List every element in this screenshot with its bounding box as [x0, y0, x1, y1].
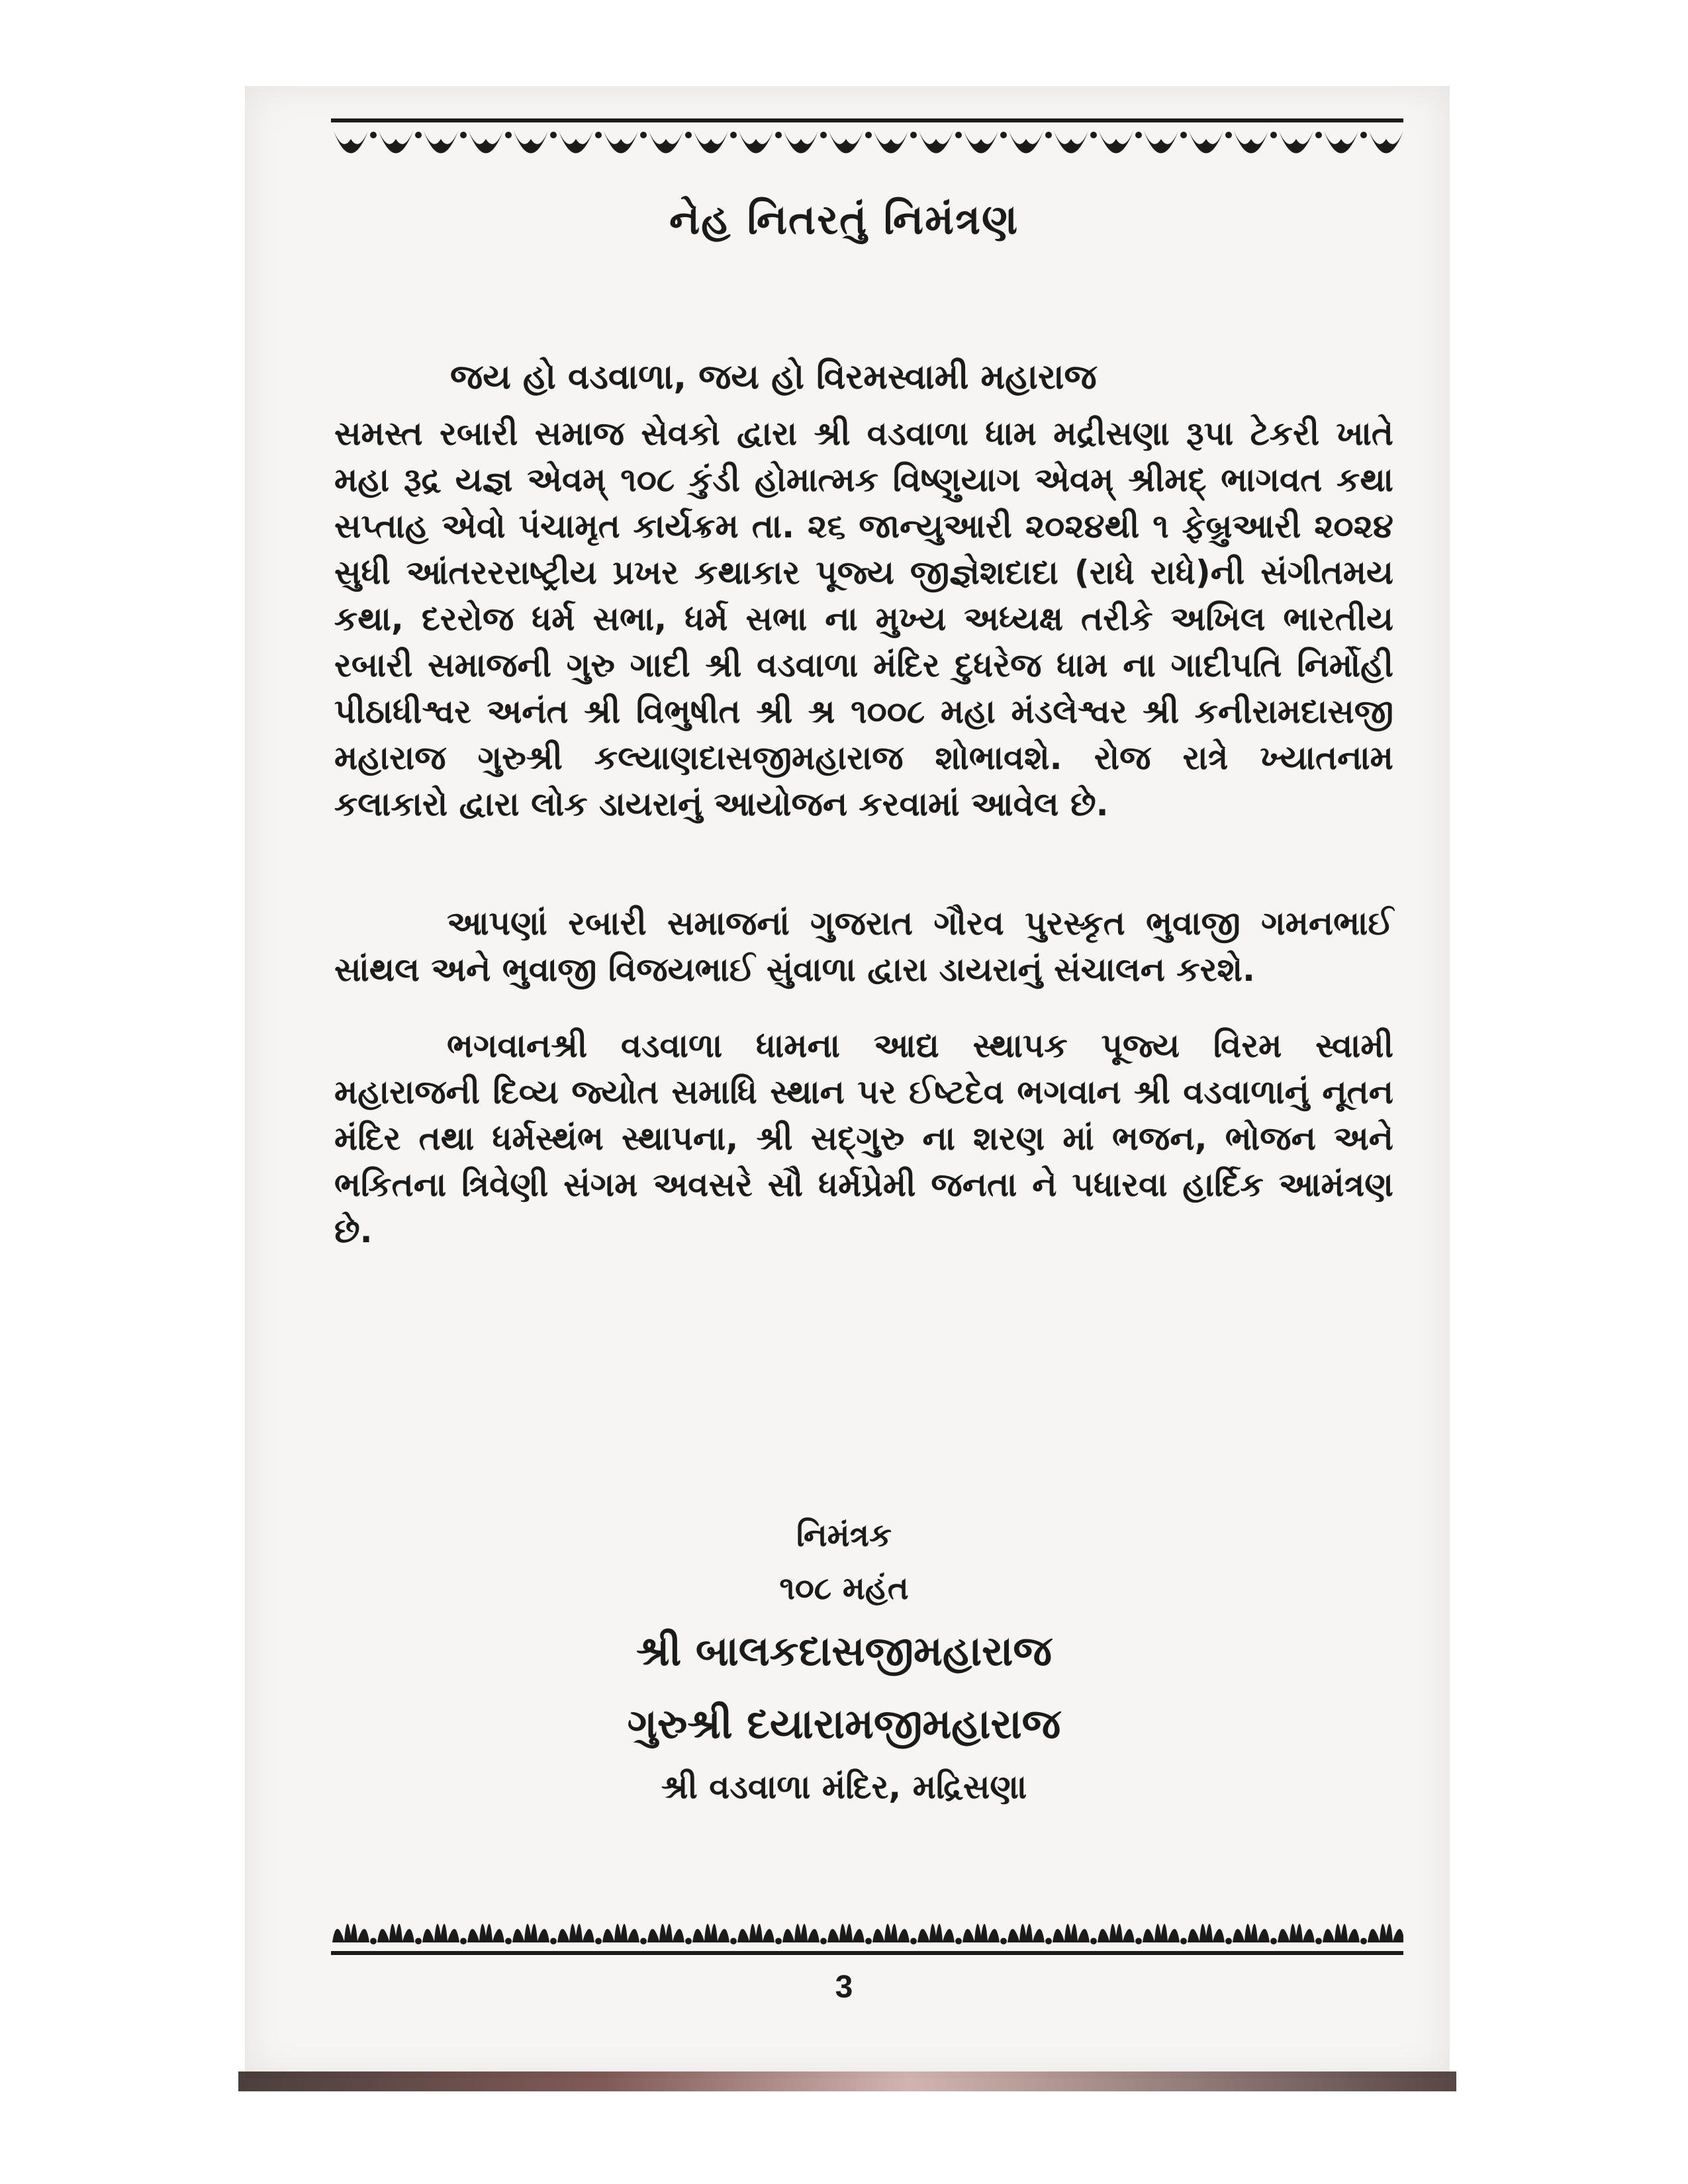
bottom-border-dot — [685, 1938, 692, 1944]
bottom-border-dot — [775, 1938, 782, 1944]
top-border-dot — [910, 132, 917, 138]
bottom-border-motif — [1323, 1924, 1360, 1942]
bottom-border-motif — [377, 1924, 414, 1942]
top-border-dot — [1090, 132, 1097, 138]
top-border-motif — [1099, 131, 1133, 154]
bottom-border-dot — [370, 1938, 377, 1944]
top-ornamental-border — [331, 113, 1403, 185]
signature-place: શ્રી વડવાળા મંદિર, મદ્રિસણા — [661, 1768, 1027, 1806]
bottom-border-motif — [917, 1924, 955, 1942]
top-border-motif — [919, 131, 953, 154]
bottom-border-dot — [955, 1938, 962, 1944]
paragraph-3: ભગવાનશ્રી વડવાળા ધામના આદ્ય સ્થાપક પૂજ્ય વિરમ સ્વામી મહારાજની દિવ્ય જ્યોત સમાધિ સ્થાન પર ઈષ્ટદેવ ભગવાન શ્રી વડવાળાનું નૂતન મંદિર તથા ધર્મસ્થંભ સ્થાપના, શ્રી સદ્ગુરુ ના શરણ માં ભજન, ભોજન અને ભકિતના ત્રિવેણી સંગમ અવસરે સૌ ધર્મપ્રેમી જનતા ને પધારવા હાર્દિક આમંત્રણ છે. — [334, 1026, 1393, 1250]
bottom-border-dot — [1180, 1938, 1187, 1944]
bottom-border-motif — [872, 1924, 910, 1942]
top-border-motif — [469, 131, 503, 154]
bottom-border-motif — [332, 1924, 369, 1942]
bottom-border-motif — [827, 1924, 865, 1942]
bottom-border-dot — [820, 1938, 827, 1944]
bottom-border-motif — [1233, 1924, 1270, 1942]
top-border-dot — [550, 132, 557, 138]
bottom-border-motif — [1278, 1924, 1315, 1942]
top-border-motif — [1234, 131, 1268, 154]
top-border-dot — [1270, 132, 1277, 138]
bottom-border-motif — [1188, 1924, 1225, 1942]
bottom-border-motif — [1008, 1924, 1045, 1942]
bottom-border-dot — [1090, 1938, 1097, 1944]
signature-block — [0, 1509, 1688, 1813]
top-border-dot — [370, 132, 377, 138]
bottom-border-dot — [1360, 1938, 1367, 1944]
bottom-border-motif — [512, 1924, 549, 1942]
bottom-border-dot — [865, 1938, 872, 1944]
top-border-dot — [1225, 132, 1232, 138]
bottom-border-dot — [415, 1938, 422, 1944]
top-border-motif — [559, 131, 593, 154]
top-border-dot — [1315, 132, 1322, 138]
top-border-dot — [1360, 132, 1367, 138]
bottom-border-dot — [550, 1938, 557, 1944]
bottom-border-motif — [1053, 1924, 1090, 1942]
bottom-border-dot — [910, 1938, 917, 1944]
page-number: 3 — [835, 1970, 853, 2005]
top-border-dot — [595, 132, 602, 138]
top-border-motif — [829, 131, 863, 154]
bottom-border-motif — [1368, 1924, 1403, 1942]
top-border-dot — [865, 132, 872, 138]
top-border-dot — [415, 132, 422, 138]
bottom-border-motif — [737, 1924, 774, 1942]
paragraph-1: સમસ્ત રબારી સમાજ સેવકો દ્વારા શ્રી વડવાળા ધામ મદ્રીસણા રૂપા ટેકરી ખાતે મહા રૂદ્ર યજ્ઞ એવમ્ ૧૦૮ કુંડી હોમાત્મક વિષ્ણુયાગ એવમ્ શ્રીમદ્ ભાગવત કથા સપ્તાહ એવો પંચામૃત કાર્યક્રમ તા. ૨૬ જાન્યુઆરી ૨૦૨૪થી ૧ ફેબ્રુઆરી ૨૦૨૪ સુધી આંતરરરાષ્ટ્રીય પ્રખર કથાકાર પૂજ્ય જીજ્ઞેશદાદા (રાધે રાધે)ની સંગીતમય કથા, દરરોજ ધર્મ સભા, ધર્મ સભા ના મુખ્ય અધ્યક્ષ તરીકે અખિલ ભારતીય રબારી સમાજની ગુરુ ગાદી શ્રી વડવાળા મંદિર દુધરેજ ધામ ના ગાદીપતિ નિર્મોહી પીઠાધીશ્વર અનંત શ્રી વિભુષીત શ્રી શ્ર ૧૦૦૮ મહા મંડલેશ્વર શ્રી કનીરામદાસજી મહારાજ ગુરુશ્રી કલ્યાણદાસજીમહારાજ શોભાવશે. રોજ રાત્રે ખ્યાતનામ કલાકારો દ્વારા લોક ડાયરાનું આયોજન કરવામાં આવેલ છે. — [334, 414, 1394, 823]
bottom-border-dot — [505, 1938, 512, 1944]
bottom-border-dot — [595, 1938, 602, 1944]
top-border-motif — [1324, 131, 1358, 154]
top-border-dot — [1000, 132, 1007, 138]
top-border-dot — [1135, 132, 1142, 138]
top-border-motif — [1279, 131, 1313, 154]
top-border-dot — [955, 132, 962, 138]
bottom-border-motif — [467, 1924, 504, 1942]
bottom-border-dot — [1135, 1938, 1142, 1944]
top-border-dot — [1045, 132, 1052, 138]
top-border-dot — [1180, 132, 1187, 138]
document-title: નેહ નિતરતું નિમંત્રણ — [669, 195, 1019, 244]
top-border-motif — [424, 131, 458, 154]
top-border-motif — [649, 131, 683, 154]
bottom-border-dot — [1000, 1938, 1007, 1944]
bottom-border-motif — [602, 1924, 639, 1942]
bottom-border-motif — [1143, 1924, 1180, 1942]
top-border-dot — [640, 132, 647, 138]
bottom-border-dot — [1270, 1938, 1277, 1944]
bottom-border-motif — [557, 1924, 594, 1942]
bottom-border-motif — [1098, 1924, 1135, 1942]
bottom-border-dot — [730, 1938, 737, 1944]
greeting-line: જય હો વડવાળા, જય હો વિરમસ્વામી મહારાજ — [450, 357, 1097, 397]
bottom-border-motif — [962, 1924, 1000, 1942]
bottom-border-dot — [1315, 1938, 1322, 1944]
paragraph-2: આપણાં રબારી સમાજનાં ગુજરાત ગૌરવ પુરસ્કૃત ભુવાજી ગમનભાઈ સાંથલ અને ભુવાજી વિજયભાઈ સુંવાળા દ્વારા ડાયરાનું સંચાલન કરશે. — [334, 904, 1393, 989]
top-border-motif — [1144, 131, 1178, 154]
bottom-border-dot — [1045, 1938, 1052, 1944]
top-border-motif — [334, 131, 368, 154]
top-border-motif — [379, 131, 413, 154]
bottom-border-dot — [460, 1938, 467, 1944]
bottom-border-dot — [640, 1938, 647, 1944]
top-border-motif — [514, 131, 548, 154]
bottom-border-dot — [1225, 1938, 1232, 1944]
top-border-dot — [505, 132, 512, 138]
page-edge-shadow — [238, 2071, 1456, 2091]
top-border-dot — [775, 132, 782, 138]
bottom-border-motif — [647, 1924, 684, 1942]
top-border-motif — [739, 131, 773, 154]
signature-title: ૧૦૮ મહંત — [779, 1570, 909, 1607]
top-border-dot — [820, 132, 827, 138]
top-border-motif — [964, 131, 998, 154]
bottom-border-motif — [782, 1924, 820, 1942]
top-border-motif — [784, 131, 818, 154]
top-border-motif — [1189, 131, 1223, 154]
signature-name-1: શ્રી બાલકદાસજીમહારાજ — [635, 1627, 1052, 1675]
top-border-motif — [1009, 131, 1043, 154]
top-border-motif — [874, 131, 908, 154]
top-border-motif — [1369, 131, 1403, 154]
bottom-border-motif — [692, 1924, 729, 1942]
top-border-motif — [604, 131, 638, 154]
signature-label: નિમંત્રક — [796, 1517, 892, 1554]
top-border-dot — [460, 132, 467, 138]
top-border-motif — [1054, 131, 1088, 154]
signature-name-2: ગુરુશ્રી દયારામજીમહારાજ — [627, 1700, 1061, 1748]
bottom-ornamental-border — [331, 1889, 1403, 1962]
top-border-dot — [730, 132, 737, 138]
top-border-dot — [685, 132, 692, 138]
bottom-border-motif — [422, 1924, 459, 1942]
top-border-motif — [694, 131, 728, 154]
